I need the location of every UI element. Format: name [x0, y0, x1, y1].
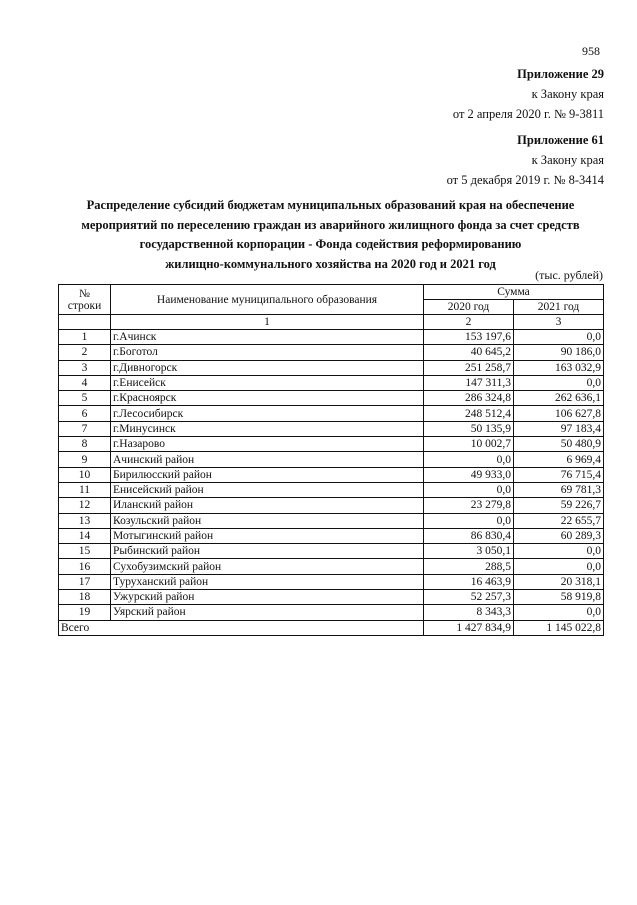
table-row	[59, 437, 604, 452]
table-row	[59, 406, 604, 421]
amount-2020: 52 257,3	[424, 590, 514, 605]
amount-2021: 0,0	[514, 330, 604, 345]
municipality-name: г.Красноярск	[111, 391, 424, 406]
municipality-name: г.Минусинск	[111, 421, 424, 436]
column-number-3: 3	[514, 315, 604, 330]
amount-2020: 0,0	[424, 452, 514, 467]
column-number-cell	[59, 315, 111, 330]
header-2020: 2020 год	[424, 300, 514, 315]
table-row	[59, 467, 604, 482]
municipality-name: Ужурский район	[111, 590, 424, 605]
amount-2021: 0,0	[514, 605, 604, 620]
annex-title: Приложение 29	[517, 67, 604, 81]
total-label: Всего	[59, 620, 424, 635]
annex-law-ref: к Закону края	[531, 87, 604, 101]
table-row	[59, 559, 604, 574]
document-title	[58, 196, 603, 274]
municipality-name: Мотыгинский район	[111, 528, 424, 543]
amount-2020: 251 258,7	[424, 360, 514, 375]
table-row	[59, 375, 604, 390]
row-number: 15	[59, 544, 111, 559]
total-2020: 1 427 834,9	[424, 620, 514, 635]
annex-61-header	[447, 130, 604, 190]
row-number: 13	[59, 513, 111, 528]
total-2021: 1 145 022,8	[514, 620, 604, 635]
amount-2020: 49 933,0	[424, 467, 514, 482]
table-row	[59, 528, 604, 543]
amount-2021: 90 186,0	[514, 345, 604, 360]
table-row	[59, 482, 604, 497]
amount-2021: 76 715,4	[514, 467, 604, 482]
table-row	[59, 391, 604, 406]
amount-2021: 0,0	[514, 375, 604, 390]
amount-2021: 50 480,9	[514, 437, 604, 452]
page-number: 958	[582, 44, 600, 58]
municipality-name: Ачинский район	[111, 452, 424, 467]
amount-2020: 0,0	[424, 482, 514, 497]
row-number: 2	[59, 345, 111, 360]
header-2021: 2021 год	[514, 300, 604, 315]
amount-2021: 59 226,7	[514, 498, 604, 513]
row-number: 5	[59, 391, 111, 406]
row-number: 16	[59, 559, 111, 574]
amount-2021: 22 655,7	[514, 513, 604, 528]
amount-2020: 10 002,7	[424, 437, 514, 452]
title-line: Распределение субсидий бюджетам муниципальных образований края на обеспечение	[86, 198, 575, 212]
table-row	[59, 452, 604, 467]
amount-2021: 163 032,9	[514, 360, 604, 375]
row-number: 12	[59, 498, 111, 513]
municipality-name: Рыбинский район	[111, 544, 424, 559]
header-sum: Сумма	[424, 285, 604, 300]
amount-2021: 0,0	[514, 544, 604, 559]
municipality-name: г.Енисейск	[111, 375, 424, 390]
amount-2021: 20 318,1	[514, 574, 604, 589]
column-number-1: 1	[111, 315, 424, 330]
header-municipality: Наименование муниципального образования	[111, 285, 424, 315]
units-label: (тыс. рублей)	[535, 268, 603, 282]
row-number: 10	[59, 467, 111, 482]
title-line: мероприятий по переселению граждан из аварийного жилищного фонда за счет средств	[81, 217, 580, 232]
amount-2021: 0,0	[514, 559, 604, 574]
annex-29-header	[453, 64, 604, 124]
row-number: 18	[59, 590, 111, 605]
table-row	[59, 544, 604, 559]
table-row	[59, 605, 604, 620]
table-row	[59, 574, 604, 589]
header-row-number: № строки	[59, 285, 111, 315]
table-row	[59, 498, 604, 513]
amount-2021: 97 183,4	[514, 421, 604, 436]
municipality-name: Козульский район	[111, 513, 424, 528]
amount-2021: 262 636,1	[514, 391, 604, 406]
amount-2021: 106 627,8	[514, 406, 604, 421]
table-body	[59, 330, 604, 621]
annex-title: Приложение 61	[517, 133, 604, 147]
table-row	[59, 345, 604, 360]
row-number: 17	[59, 574, 111, 589]
row-number: 9	[59, 452, 111, 467]
amount-2020: 40 645,2	[424, 345, 514, 360]
amount-2020: 50 135,9	[424, 421, 514, 436]
amount-2020: 288,5	[424, 559, 514, 574]
row-number: 1	[59, 330, 111, 345]
row-number: 7	[59, 421, 111, 436]
amount-2020: 23 279,8	[424, 498, 514, 513]
title-line: жилищно-коммунального хозяйства на 2020 год и 2021 год	[165, 256, 496, 271]
row-number: 19	[59, 605, 111, 620]
amount-2021: 60 289,3	[514, 528, 604, 543]
total-row	[59, 620, 604, 635]
annex-date: от 2 апреля 2020 г. № 9-3811	[452, 107, 604, 121]
row-number: 3	[59, 360, 111, 375]
amount-2020: 248 512,4	[424, 406, 514, 421]
row-number: 6	[59, 406, 111, 421]
amount-2020: 8 343,3	[424, 605, 514, 620]
municipality-name: г.Боготол	[111, 345, 424, 360]
table-row	[59, 360, 604, 375]
subsidy-table	[58, 284, 604, 636]
amount-2020: 86 830,4	[424, 528, 514, 543]
amount-2021: 58 919,8	[514, 590, 604, 605]
amount-2021: 6 969,4	[514, 452, 604, 467]
annex-date: от 5 декабря 2019 г. № 8-3414	[446, 173, 604, 187]
municipality-name: Бирилюсский район	[111, 467, 424, 482]
table-row	[59, 590, 604, 605]
municipality-name: Уярский район	[111, 605, 424, 620]
municipality-name: г.Дивногорск	[111, 360, 424, 375]
row-number: 14	[59, 528, 111, 543]
amount-2020: 3 050,1	[424, 544, 514, 559]
row-number: 11	[59, 482, 111, 497]
amount-2020: 286 324,8	[424, 391, 514, 406]
row-number: 8	[59, 437, 111, 452]
table-row	[59, 513, 604, 528]
amount-2020: 147 311,3	[424, 375, 514, 390]
municipality-name: Енисейский район	[111, 482, 424, 497]
table-row	[59, 421, 604, 436]
amount-2020: 153 197,6	[424, 330, 514, 345]
table-row	[59, 330, 604, 345]
amount-2020: 16 463,9	[424, 574, 514, 589]
municipality-name: Иланский район	[111, 498, 424, 513]
municipality-name: г.Лесосибирск	[111, 406, 424, 421]
amount-2021: 69 781,3	[514, 482, 604, 497]
amount-2020: 0,0	[424, 513, 514, 528]
municipality-name: г.Назарово	[111, 437, 424, 452]
column-number-2: 2	[424, 315, 514, 330]
title-line: государственной корпорации - Фонда содействия реформированию	[139, 237, 522, 251]
annex-law-ref: к Закону края	[531, 153, 604, 167]
municipality-name: Сухобузимский район	[111, 559, 424, 574]
municipality-name: Туруханский район	[111, 574, 424, 589]
municipality-name: г.Ачинск	[111, 330, 424, 345]
row-number: 4	[59, 375, 111, 390]
